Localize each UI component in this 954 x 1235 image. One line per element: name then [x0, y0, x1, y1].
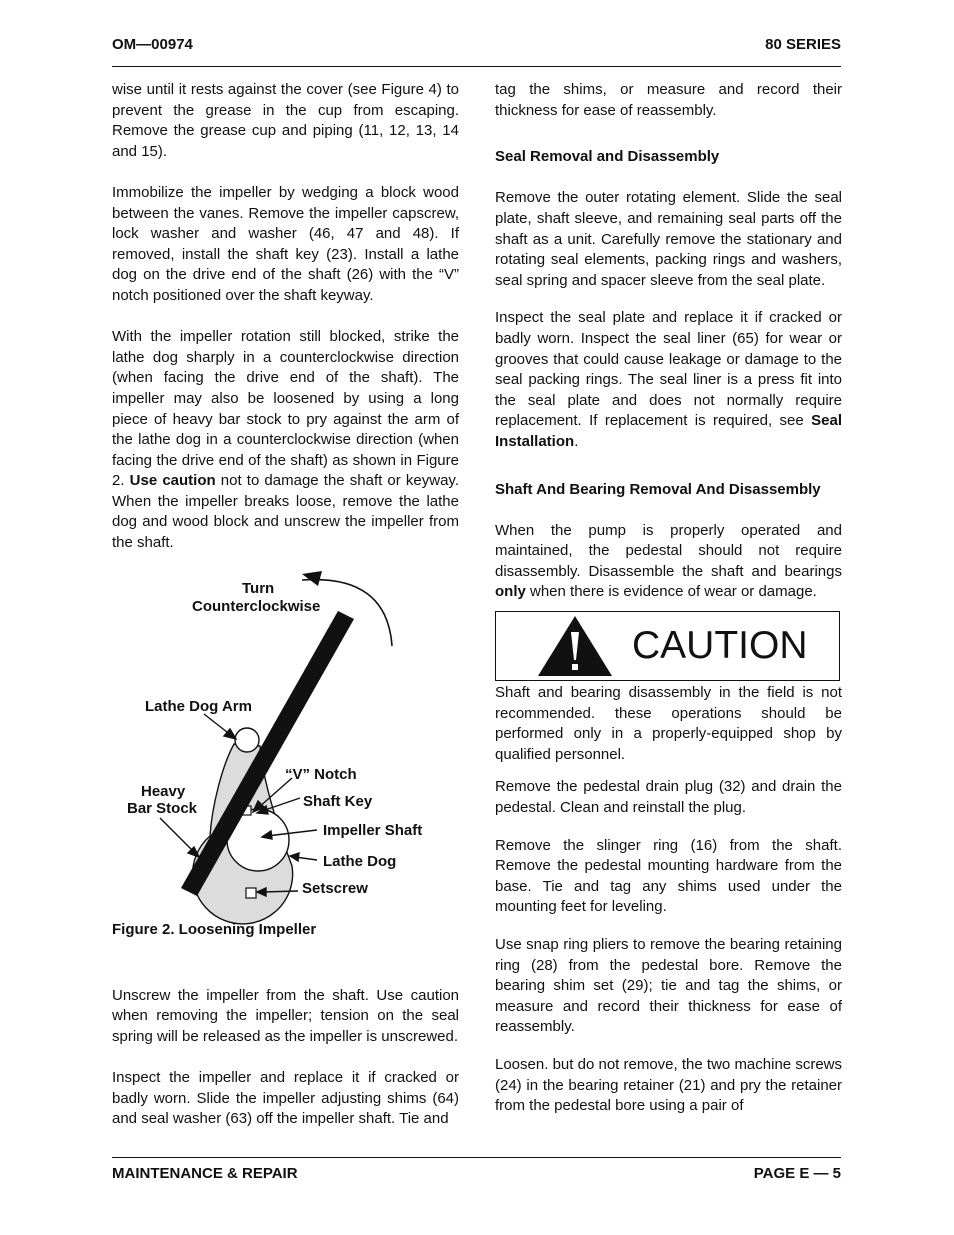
- header-rule: [112, 66, 841, 67]
- paragraph: Loosen. but do not remove, the two machine screws (24) in the bearing retainer (21) and pry the retainer from the pedestal bore using a pair of: [495, 1055, 842, 1115]
- left-column: [112, 80, 459, 1130]
- paragraph: With the impeller rotation still blocked, strike the lathe dog sharply in a counterclockwise direction (when facing the drive end of the shaft). The impeller may also be loosened by using a long piece of heavy bar stock to pry against the arm of the lathe dog in a counterclockwise direction (when facing the drive end of the shaft) as shown in Figure 2. Use caution not to damage the shaft or keyway. When the impeller breaks loose, remove the lathe dog and wood block and unscrew the impeller from the shaft.: [112, 328, 459, 552]
- right-column: [495, 80, 842, 1117]
- label-bar-stock: Bar Stock: [127, 799, 198, 817]
- paragraph: wise until it rests against the cover (see Figure 4) to prevent the grease in the cup from escaping. Remove the grease cup and piping (11, 12, 13, 14 and 15).: [112, 81, 459, 160]
- label-lathe-dog: Lathe Dog: [323, 852, 397, 870]
- page-footer: [112, 1165, 841, 1182]
- label-v-notch: “V” Notch: [285, 765, 357, 783]
- warning-triangle-icon: [536, 614, 614, 678]
- label-lathe-dog-arm: Lathe Dog Arm: [145, 697, 252, 715]
- paragraph: When the pump is properly operated and maintained, the pedestal should not require disassembly. Disassemble the shaft and bearings only when there is evidence of wear or damage.: [495, 521, 842, 601]
- paragraph: Remove the pedestal drain plug (32) and drain the pedestal. Clean and reinstall the plug.: [495, 778, 842, 817]
- paragraph: Inspect the seal plate and replace it if cracked or badly worn. Inspect the seal liner (65) for wear or grooves that could cause leakage or damage to the seal packing rings. The seal liner is a press fit into the seal plate and does not normally require replacement. If replacement is required, see Seal Installation.: [495, 309, 842, 450]
- series-label: 80 SERIES: [765, 36, 841, 53]
- label-impeller-shaft: Impeller Shaft: [323, 821, 423, 839]
- label-turn: Turn: [242, 579, 275, 597]
- paragraph: Remove the outer rotating element. Slide the seal plate, shaft sleeve, and remaining seal parts off the shaft as a unit. Carefully remove the stationary and rotating seal elements, packing rings and washers, seal spring and spacer sleeve from the seal plate.: [495, 189, 842, 289]
- page-number: PAGE E — 5: [753, 1165, 841, 1182]
- label-setscrew: Setscrew: [302, 879, 368, 897]
- label-shaft-key: Shaft Key: [303, 792, 373, 810]
- rotation-arrowhead: [302, 571, 322, 586]
- label-heavy: Heavy: [141, 782, 186, 800]
- caution-word: CAUTION: [632, 624, 808, 668]
- section-heading-seal-removal: Seal Removal and Disassembly: [495, 148, 720, 166]
- paragraph: tag the shims, or measure and record their thickness for ease of reassembly.: [495, 81, 842, 119]
- footer-rule: [112, 1157, 841, 1158]
- paragraph: Inspect the impeller and replace it if cracked or badly worn. Slide the impeller adjusting shims (64) and seal washer (63) off the impeller shaft. Tie and: [112, 1069, 459, 1128]
- caution-text: Shaft and bearing disassembly in the field is not recommended. these operations should be performed only in a properly-equipped shop by qualified personnel.: [495, 684, 842, 763]
- caution-box: [495, 611, 840, 681]
- footer-section: MAINTENANCE & REPAIR: [112, 1165, 298, 1182]
- paragraph: Use snap ring pliers to remove the bearing retaining ring (28) from the pedestal bore. Remove the bearing shim set (29); tie and tag the shims, or measure and record their thickness for ease of reassembly.: [495, 936, 842, 1036]
- label-counterclockwise: Counterclockwise: [192, 597, 321, 615]
- setscrew-shape: [246, 888, 256, 898]
- loosening-impeller-diagram: [112, 566, 459, 946]
- paragraph: Remove the slinger ring (16) from the shaft. Remove the pedestal mounting hardware from the base. Tie and tag any shims used under the mounting feet for leveling.: [495, 836, 842, 916]
- figure-caption: Figure 2. Loosening Impeller: [112, 920, 317, 938]
- paragraph: Immobilize the impeller by wedging a block wood between the vanes. Remove the impeller capscrew, lock washer and washer (46, 47 and 48). If removed, install the shaft key (23). Install a lathe dog on the drive end of the shaft (26) with the “V” notch positioned over the shaft keyway.: [112, 183, 459, 304]
- section-heading-shaft-bearing: Shaft And Bearing Removal And Disassembly: [495, 480, 821, 498]
- page-header: [112, 36, 841, 53]
- paragraph: Unscrew the impeller from the shaft. Use caution when removing the impeller; tension on the seal spring will be released as the impeller is unscrewed.: [112, 986, 459, 1045]
- doc-number: OM—00974: [112, 36, 193, 53]
- figure-loosening-impeller: [112, 566, 459, 986]
- lathe-dog-arm-end: [235, 728, 259, 752]
